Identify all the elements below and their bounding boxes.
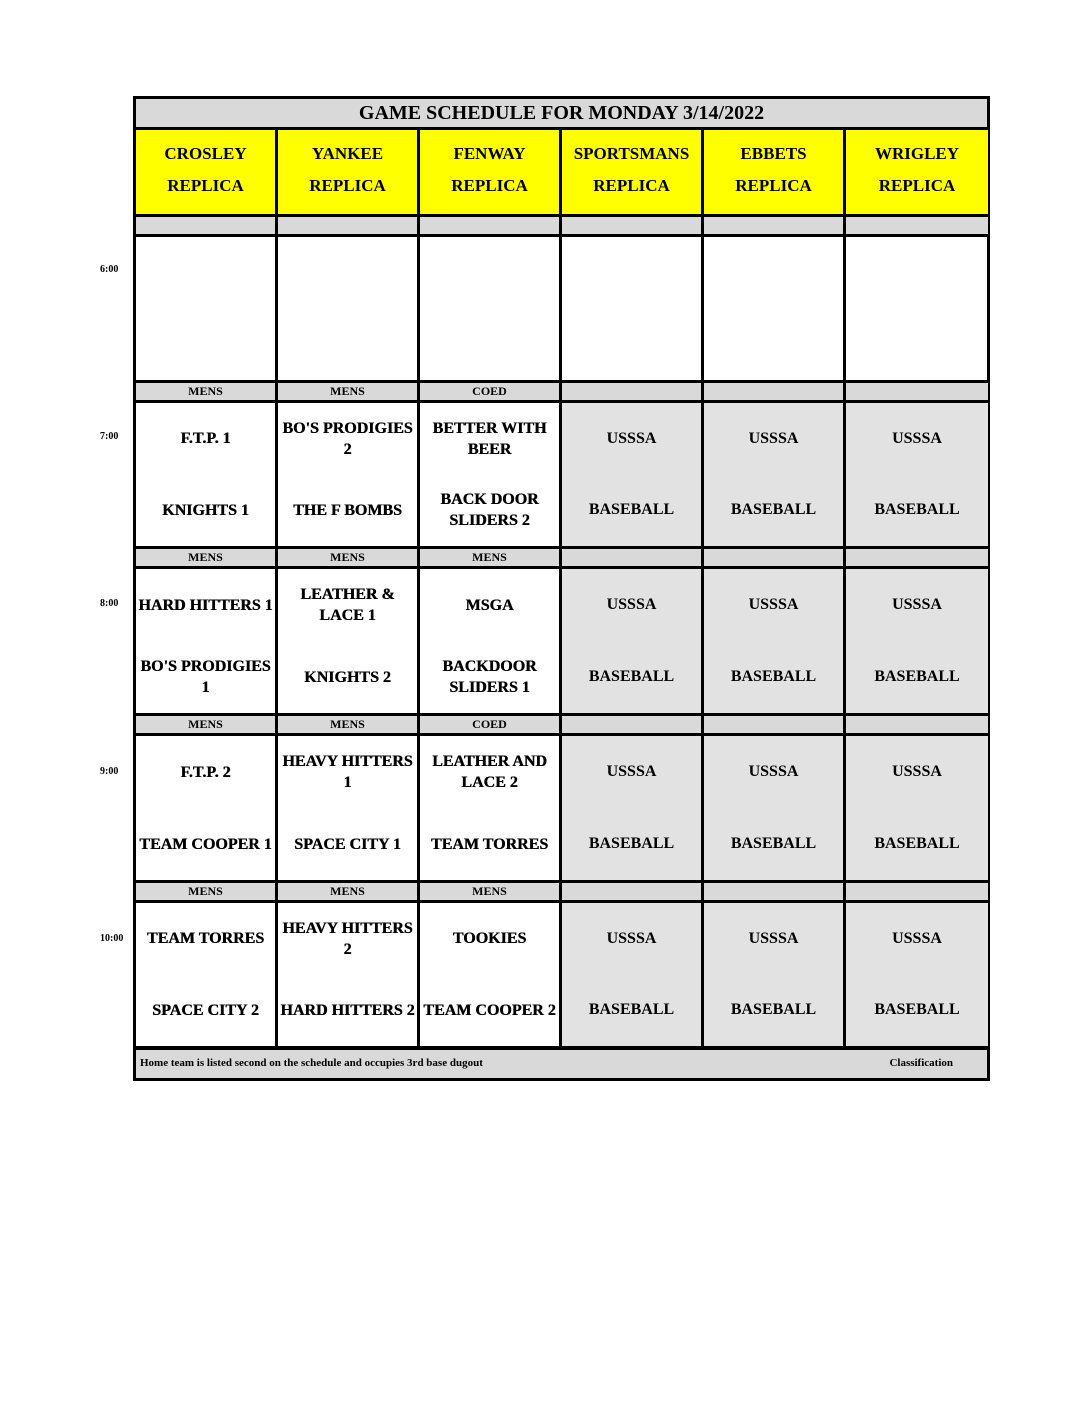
org-label: USSSA [892,596,942,613]
reserved-slot [562,736,704,880]
visiting-team [136,736,275,808]
classification-cell: COED [420,383,562,400]
game-cell [420,736,562,880]
visiting-team [420,403,559,475]
home-team [704,475,843,547]
reserved-slot [562,569,704,713]
classification-cell [704,883,846,900]
field-header-sportsmans [562,130,704,214]
team-name: BO'S PRODIGIES 1 [140,658,271,696]
classification-cell: MENS [136,883,278,900]
org-label: BASEBALL [874,1001,960,1019]
classification-cell [846,883,988,900]
game-cell [136,736,278,880]
org-label: USSSA [606,763,657,780]
field-header-fenway [420,130,562,214]
classification-cell: MENS [278,883,420,900]
time-label: 6:00 [100,264,119,275]
field-header-wrigley [846,130,988,214]
team-name: MSGA [465,596,514,614]
visiting-team [562,736,701,808]
visiting-team [278,903,417,975]
org-label: USSSA [606,596,657,613]
home-team [562,641,701,713]
team-name: TOOKIES [452,930,527,948]
home-team [136,975,275,1047]
field-name: EBBETS [740,144,807,163]
visiting-team [846,736,988,808]
classification-cell [562,883,704,900]
home-team [278,475,417,547]
game-cell [136,403,278,546]
classification-cell: MENS [278,716,420,733]
visiting-team [562,569,701,641]
home-team [420,808,559,880]
team-name: BACKDOOR SLIDERS 1 [442,658,537,696]
classification-cell [562,549,704,566]
visiting-team [420,569,559,641]
org-label: USSSA [892,929,942,947]
team-name: BO'S PRODIGIES 2 [282,419,413,458]
home-team [136,808,275,880]
team-name: THE F BOMBS [293,501,402,519]
game-cell [136,903,278,1046]
team-name: BACK DOOR SLIDERS 2 [440,491,539,530]
home-team [420,975,559,1047]
home-team [278,975,417,1047]
visiting-team [278,736,417,808]
classification-cell: MENS [278,549,420,566]
visiting-team [846,903,988,975]
field-header-crosley [136,130,278,214]
header-gap-bar [562,217,704,234]
team-name: HEAVY HITTERS 2 [282,919,413,958]
game-cell [278,403,420,546]
team-name: KNIGHTS 1 [162,501,249,519]
classification-cell: MENS [136,549,278,566]
org-label: USSSA [606,429,657,447]
team-name: F.T.P. 1 [180,430,231,448]
reserved-slot [704,569,846,713]
team-name: LEATHER AND LACE 2 [432,753,547,791]
home-team-note: Home team is listed second on the schedule and occupies 3rd base dugout [140,1057,483,1069]
classification-cell [704,383,846,400]
reserved-slot [562,903,704,1046]
org-label: BASEBALL [730,835,817,852]
classification-cell [846,716,988,733]
field-subtitle: REPLICA [878,176,956,195]
header-gap-bar [420,217,562,234]
classification-label: Classification [889,1057,953,1069]
game-cell [278,736,420,880]
home-team [846,808,988,880]
team-name: HARD HITTERS 1 [138,596,273,614]
game-cell [136,569,278,713]
classification-cell [562,383,704,400]
empty-slot [562,237,704,380]
reserved-slot [846,569,988,713]
org-label: USSSA [748,429,799,447]
team-name: HARD HITTERS 2 [280,1001,415,1019]
classification-cell: MENS [136,716,278,733]
org-label: USSSA [892,763,942,780]
home-team [136,475,275,547]
home-team [704,975,843,1047]
field-name: YANKEE [311,144,384,163]
visiting-team [562,903,701,975]
classification-cell [846,383,988,400]
team-name: TEAM TORRES [430,835,549,853]
org-label: USSSA [606,929,657,947]
org-label: BASEBALL [874,668,960,685]
home-team [704,808,843,880]
field-subtitle: REPLICA [593,176,670,195]
empty-slot [278,237,420,380]
game-cell [420,403,562,546]
time-label: 9:00 [100,766,119,777]
reserved-slot [704,403,846,546]
time-label: 7:00 [100,431,119,442]
home-team [278,808,417,880]
visiting-team [704,903,843,975]
org-label: BASEBALL [730,668,817,685]
field-header-yankee [278,130,420,214]
field-subtitle: REPLICA [167,176,244,195]
reserved-slot [846,903,988,1046]
home-team [846,641,988,713]
game-cell [420,569,562,713]
reserved-slot [704,736,846,880]
visiting-team [846,403,988,475]
home-team [846,975,988,1047]
reserved-slot [846,403,988,546]
header-gap-bar [704,217,846,234]
classification-cell [562,716,704,733]
org-label: BASEBALL [588,1001,675,1019]
classification-cell [846,549,988,566]
header-gap-bar [846,217,988,234]
visiting-team [420,903,559,975]
field-name: WRIGLEY [874,144,960,163]
field-name: FENWAY [453,144,526,163]
schedule-sheet [133,96,990,1081]
field-name: SPORTSMANS [573,144,690,163]
field-name: CROSLEY [164,144,247,163]
home-team [136,641,275,713]
home-team [846,475,988,547]
visiting-team [704,403,843,475]
classification-cell: MENS [136,383,278,400]
team-name: TEAM TORRES [146,930,265,948]
org-label: BASEBALL [588,668,675,685]
visiting-team [420,736,559,808]
team-name: KNIGHTS 2 [304,668,391,686]
game-cell [278,903,420,1046]
header-gap-bar [278,217,420,234]
org-label: BASEBALL [730,1001,817,1019]
visiting-team [136,403,275,475]
home-team [420,475,559,547]
org-label: USSSA [748,763,799,780]
team-name: F.T.P. 2 [180,763,231,781]
reserved-slot [562,403,704,546]
empty-slot [846,237,988,380]
schedule-footer [136,1047,987,1078]
home-team [420,641,559,713]
org-label: USSSA [892,429,942,447]
visiting-team [704,736,843,808]
home-team [562,475,701,547]
empty-slot [136,237,278,380]
visiting-team [846,569,988,641]
org-label: USSSA [748,929,799,947]
team-name: HEAVY HITTERS 1 [282,753,413,791]
home-team [704,641,843,713]
classification-cell: COED [420,716,562,733]
org-label: BASEBALL [588,835,675,852]
team-name: TEAM COOPER 1 [139,835,272,853]
visiting-team [278,403,417,475]
empty-slot [704,237,846,380]
org-label: BASEBALL [588,501,675,519]
game-cell [278,569,420,713]
visiting-team [704,569,843,641]
visiting-team [562,403,701,475]
visiting-team [136,903,275,975]
org-label: BASEBALL [874,835,960,852]
home-team [278,641,417,713]
reserved-slot [704,903,846,1046]
home-team [562,975,701,1047]
classification-cell: MENS [420,883,562,900]
classification-cell [704,549,846,566]
field-header-ebbets [704,130,846,214]
classification-cell [704,716,846,733]
classification-cell: MENS [278,383,420,400]
team-name: SPACE CITY 1 [294,835,401,853]
team-name: BETTER WITH BEER [432,419,547,458]
field-subtitle: REPLICA [309,176,386,195]
visiting-team [278,569,417,641]
time-label: 10:00 [100,933,124,944]
time-label: 8:00 [100,598,119,609]
reserved-slot [846,736,988,880]
field-subtitle: REPLICA [735,176,812,195]
team-name: SPACE CITY 2 [152,1001,259,1019]
org-label: USSSA [748,596,799,613]
header-gap-bar [136,217,278,234]
org-label: BASEBALL [874,501,960,519]
schedule-title: GAME SCHEDULE FOR MONDAY 3/14/2022 [136,99,987,130]
visiting-team [136,569,275,641]
game-cell [420,903,562,1046]
home-team [562,808,701,880]
team-name: TEAM COOPER 2 [423,1001,556,1019]
classification-cell: MENS [420,549,562,566]
team-name: LEATHER & LACE 1 [300,586,395,624]
field-subtitle: REPLICA [451,176,528,195]
org-label: BASEBALL [730,501,817,519]
empty-slot [420,237,562,380]
